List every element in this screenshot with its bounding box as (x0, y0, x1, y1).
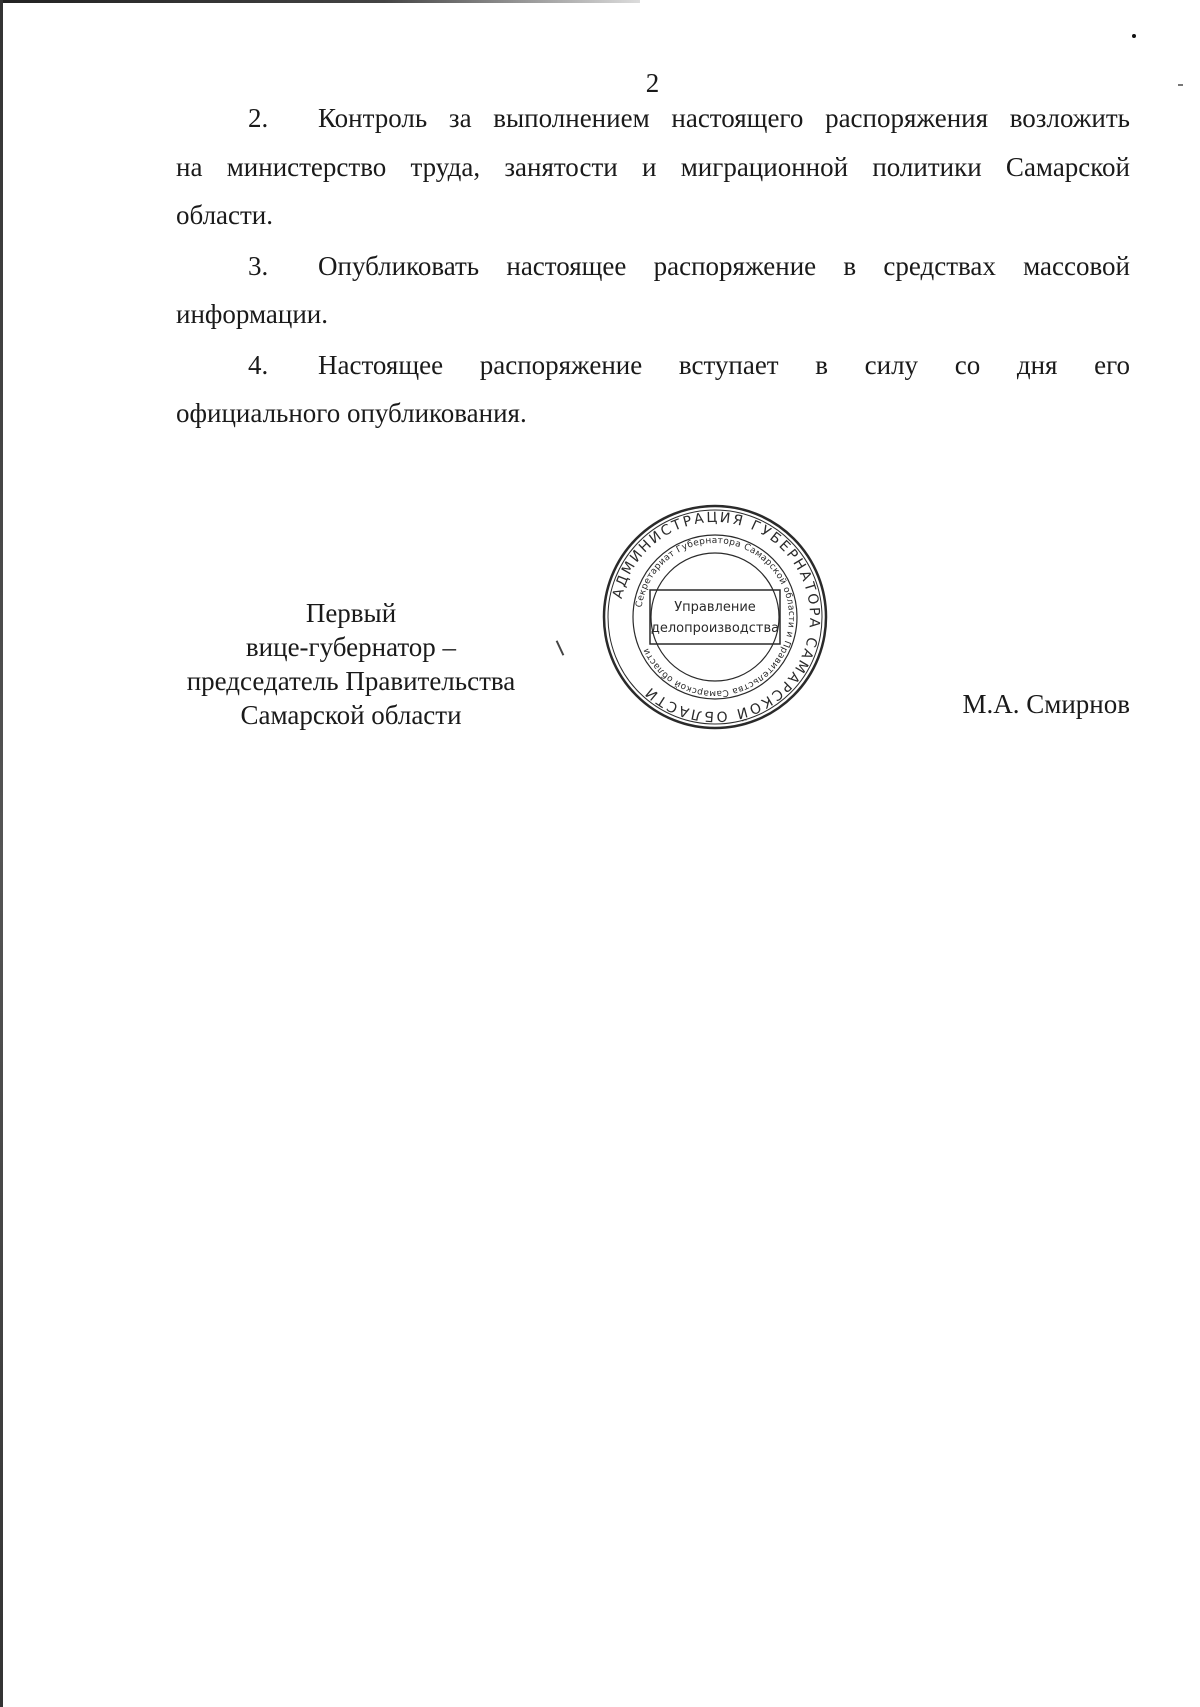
position-line: вице-губернатор – (245, 632, 457, 662)
official-seal-stamp (602, 504, 828, 730)
pen-mark (556, 640, 565, 655)
seal-inner-text: Секретариат Губернатора Самарской области и Правительства Самарской области (634, 535, 797, 699)
paragraph-text: Контроль за выполнением настоящего распоряжения возложить (318, 103, 1130, 133)
paragraph-3 (176, 242, 1130, 339)
paragraph-line (176, 242, 1130, 291)
document-body (176, 94, 1130, 440)
signatory-position (176, 596, 526, 732)
paragraph-line (176, 94, 1130, 143)
position-line: Самарской области (240, 700, 462, 730)
scan-speck (1132, 34, 1136, 38)
paragraph-line: на министерство труда, занятости и миграционной политики Самарской (176, 151, 1130, 182)
paragraph-text: Опубликовать настоящее распоряжение в средствах массовой (318, 250, 1130, 281)
seal-inner-ring (651, 553, 779, 681)
paragraph-number: 3. (248, 250, 269, 281)
page-number: 2 (645, 68, 660, 98)
scan-edge-left (0, 0, 3, 1707)
paragraph-line: информации. (176, 299, 328, 329)
paragraph-number: 4. (248, 349, 269, 380)
paragraph-4 (176, 341, 1130, 438)
seal-center-line-2: делопроизводства (650, 621, 780, 636)
paragraph-2 (176, 94, 1130, 240)
paragraph-line: официального опубликования. (176, 398, 527, 428)
scan-edge-top (0, 0, 640, 3)
seal-middle-ring (633, 535, 797, 699)
paragraph-text: Настоящее распоряжение вступает в силу со дня его (318, 349, 1130, 380)
paragraph-number: 2. (248, 103, 269, 133)
position-line: Первый (305, 598, 397, 628)
seal-center-line-1: Управление (674, 600, 756, 615)
paragraph-line: области. (176, 200, 274, 230)
seal-outer-text: АДМИНИСТРАЦИЯ ГУБЕРНАТОРА САМАРСКОЙ ОБЛАСТИ (609, 509, 823, 725)
paragraph-line (176, 341, 1130, 390)
position-line: председатель Правительства (186, 666, 516, 696)
signatory-name: М.А. Смирнов (962, 689, 1130, 719)
